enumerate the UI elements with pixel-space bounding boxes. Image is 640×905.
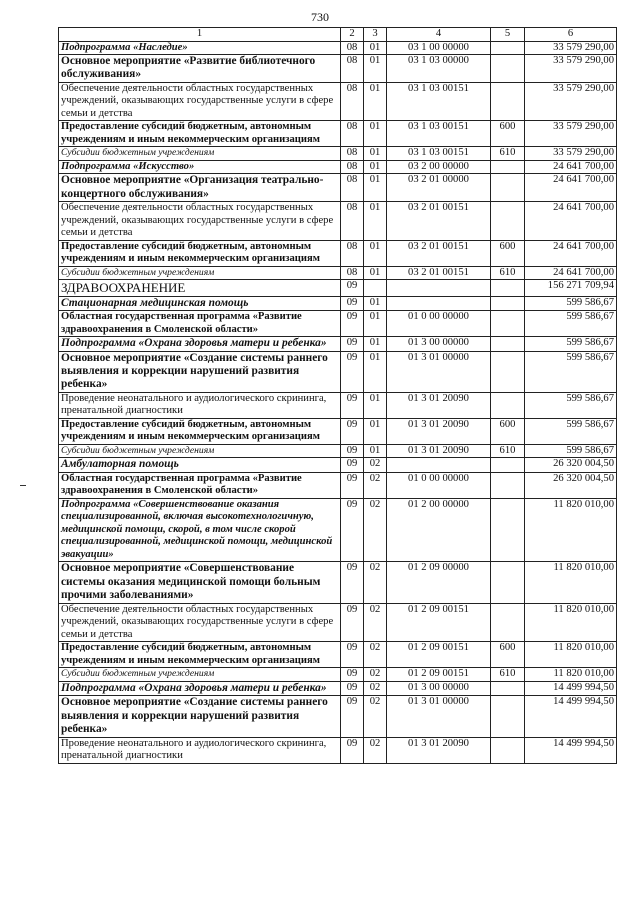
table-row xyxy=(59,498,617,562)
amount-cell: 33 579 290,00 xyxy=(525,121,617,147)
amount-cell: 33 579 290,00 xyxy=(525,41,617,55)
amount-cell: 11 820 010,00 xyxy=(525,603,617,642)
header-cell-4: 4 xyxy=(387,28,491,42)
table-row xyxy=(59,55,617,83)
amount-cell: 599 586,67 xyxy=(525,296,617,310)
subsection-code-cell: 02 xyxy=(364,668,387,682)
table-row xyxy=(59,160,617,174)
section-code-cell: 09 xyxy=(341,472,364,498)
amount-cell: 24 641 700,00 xyxy=(525,266,617,280)
expense-type-cell xyxy=(491,562,525,603)
row-name-cell: Подпрограмма «Совершенствование оказания специализированной, включая высокотехнологичную, медицинской помощи, скорой, в том числе скорой специализированной, медицинской помощи, медицинской эвакуации» xyxy=(59,498,341,562)
section-code-cell: 09 xyxy=(341,311,364,337)
amount-cell: 33 579 290,00 xyxy=(525,147,617,161)
row-name-cell: Обеспечение деятельности областных государственных учреждений, оказывающих государственные услуги в сфере семьи и детства xyxy=(59,82,341,121)
target-article-cell: 03 2 01 00151 xyxy=(387,202,491,241)
table-row xyxy=(59,696,617,737)
row-name-cell: Основное мероприятие «Создание системы раннего выявления и коррекции нарушений развития ребенка» xyxy=(59,696,341,737)
expense-type-cell: 600 xyxy=(491,121,525,147)
expense-type-cell xyxy=(491,337,525,351)
subsection-code-cell: 01 xyxy=(364,160,387,174)
row-name-cell: Областная государственная программа «Развитие здравоохранения в Смоленской области» xyxy=(59,311,341,337)
expense-type-cell xyxy=(491,458,525,472)
section-code-cell: 08 xyxy=(341,82,364,121)
subsection-code-cell: 02 xyxy=(364,642,387,668)
subsection-code-cell: 01 xyxy=(364,174,387,202)
subsection-code-cell: 02 xyxy=(364,737,387,763)
row-name-cell: ЗДРАВООХРАНЕНИЕ xyxy=(59,280,341,296)
row-name-cell: Подпрограмма «Искусство» xyxy=(59,160,341,174)
table-row xyxy=(59,418,617,444)
table-row xyxy=(59,458,617,472)
table-row xyxy=(59,737,617,763)
section-code-cell: 08 xyxy=(341,240,364,266)
margin-mark xyxy=(20,485,26,486)
section-code-cell: 08 xyxy=(341,121,364,147)
expense-type-cell xyxy=(491,202,525,241)
amount-cell: 24 641 700,00 xyxy=(525,174,617,202)
table-row xyxy=(59,392,617,418)
target-article-cell: 03 1 03 00151 xyxy=(387,147,491,161)
subsection-code-cell: 01 xyxy=(364,55,387,83)
table-row xyxy=(59,174,617,202)
target-article-cell: 01 2 09 00151 xyxy=(387,603,491,642)
subsection-code-cell: 01 xyxy=(364,240,387,266)
table-row xyxy=(59,311,617,337)
subsection-code-cell: 02 xyxy=(364,681,387,695)
expense-type-cell xyxy=(491,681,525,695)
target-article-cell: 01 3 00 00000 xyxy=(387,681,491,695)
subsection-code-cell: 01 xyxy=(364,147,387,161)
section-code-cell: 09 xyxy=(341,280,364,296)
subsection-code-cell: 02 xyxy=(364,562,387,603)
table-row xyxy=(59,668,617,682)
target-article-cell: 03 1 03 00000 xyxy=(387,55,491,83)
header-cell-3: 3 xyxy=(364,28,387,42)
expense-type-cell xyxy=(491,160,525,174)
row-name-cell: Проведение неонатального и аудиологического скрининга, пренатальной диагностики xyxy=(59,737,341,763)
row-name-cell: Субсидии бюджетным учреждениям xyxy=(59,444,341,458)
expense-type-cell: 600 xyxy=(491,418,525,444)
header-cell-1: 1 xyxy=(59,28,341,42)
row-name-cell: Обеспечение деятельности областных государственных учреждений, оказывающих государственные услуги в сфере семьи и детства xyxy=(59,603,341,642)
section-code-cell: 09 xyxy=(341,668,364,682)
row-name-cell: Проведение неонатального и аудиологического скрининга, пренатальной диагностики xyxy=(59,392,341,418)
row-name-cell: Предоставление субсидий бюджетным, автономным учреждениям и иным некоммерческим организациям xyxy=(59,240,341,266)
expense-type-cell xyxy=(491,472,525,498)
table-row xyxy=(59,296,617,310)
amount-cell: 33 579 290,00 xyxy=(525,82,617,121)
expense-type-cell xyxy=(491,498,525,562)
row-name-cell: Субсидии бюджетным учреждениям xyxy=(59,147,341,161)
table-row xyxy=(59,202,617,241)
header-cell-5: 5 xyxy=(491,28,525,42)
table-row xyxy=(59,472,617,498)
target-article-cell: 03 2 01 00151 xyxy=(387,266,491,280)
header-cell-6: 6 xyxy=(525,28,617,42)
row-name-cell: Подпрограмма «Охрана здоровья матери и ребенка» xyxy=(59,337,341,351)
section-code-cell: 08 xyxy=(341,202,364,241)
expense-type-cell xyxy=(491,41,525,55)
amount-cell: 11 820 010,00 xyxy=(525,562,617,603)
row-name-cell: Предоставление субсидий бюджетным, автономным учреждениям и иным некоммерческим организациям xyxy=(59,121,341,147)
table-row xyxy=(59,41,617,55)
expense-type-cell: 610 xyxy=(491,668,525,682)
row-name-cell: Субсидии бюджетным учреждениям xyxy=(59,266,341,280)
subsection-code-cell: 02 xyxy=(364,472,387,498)
target-article-cell: 01 2 09 00151 xyxy=(387,668,491,682)
expense-type-cell xyxy=(491,351,525,392)
amount-cell: 14 499 994,50 xyxy=(525,737,617,763)
amount-cell: 599 586,67 xyxy=(525,311,617,337)
target-article-cell: 01 3 01 20090 xyxy=(387,392,491,418)
section-code-cell: 09 xyxy=(341,737,364,763)
target-article-cell: 03 1 03 00151 xyxy=(387,121,491,147)
expense-type-cell xyxy=(491,296,525,310)
section-code-cell: 09 xyxy=(341,351,364,392)
section-code-cell: 09 xyxy=(341,392,364,418)
amount-cell: 14 499 994,50 xyxy=(525,681,617,695)
expense-type-cell xyxy=(491,280,525,296)
subsection-code-cell: 01 xyxy=(364,311,387,337)
table-row xyxy=(59,642,617,668)
subsection-code-cell: 01 xyxy=(364,41,387,55)
table-row xyxy=(59,444,617,458)
row-name-cell: Основное мероприятие «Организация театрально-концертного обслуживания» xyxy=(59,174,341,202)
amount-cell: 599 586,67 xyxy=(525,444,617,458)
section-code-cell: 09 xyxy=(341,562,364,603)
amount-cell: 33 579 290,00 xyxy=(525,55,617,83)
subsection-code-cell: 02 xyxy=(364,603,387,642)
table-row xyxy=(59,147,617,161)
target-article-cell: 01 2 09 00151 xyxy=(387,642,491,668)
table-row xyxy=(59,240,617,266)
subsection-code-cell: 01 xyxy=(364,202,387,241)
amount-cell: 599 586,67 xyxy=(525,351,617,392)
target-article-cell: 01 0 00 00000 xyxy=(387,472,491,498)
target-article-cell: 03 2 01 00000 xyxy=(387,174,491,202)
row-name-cell: Обеспечение деятельности областных государственных учреждений, оказывающих государственные услуги в сфере семьи и детства xyxy=(59,202,341,241)
amount-cell: 599 586,67 xyxy=(525,337,617,351)
section-code-cell: 08 xyxy=(341,160,364,174)
amount-cell: 599 586,67 xyxy=(525,418,617,444)
expense-type-cell xyxy=(491,603,525,642)
row-name-cell: Областная государственная программа «Развитие здравоохранения в Смоленской области» xyxy=(59,472,341,498)
table-row xyxy=(59,603,617,642)
amount-cell: 24 641 700,00 xyxy=(525,202,617,241)
row-name-cell: Субсидии бюджетным учреждениям xyxy=(59,668,341,682)
amount-cell: 26 320 004,50 xyxy=(525,458,617,472)
subsection-code-cell: 01 xyxy=(364,121,387,147)
expense-type-cell xyxy=(491,392,525,418)
row-name-cell: Предоставление субсидий бюджетным, автономным учреждениям и иным некоммерческим организациям xyxy=(59,642,341,668)
row-name-cell: Подпрограмма «Наследие» xyxy=(59,41,341,55)
row-name-cell: Основное мероприятие «Создание системы раннего выявления и коррекции нарушений развития ребенка» xyxy=(59,351,341,392)
section-code-cell: 08 xyxy=(341,174,364,202)
subsection-code-cell: 01 xyxy=(364,418,387,444)
row-name-cell: Основное мероприятие «Развитие библиотечного обслуживания» xyxy=(59,55,341,83)
section-code-cell: 08 xyxy=(341,41,364,55)
target-article-cell: 01 0 00 00000 xyxy=(387,311,491,337)
amount-cell: 24 641 700,00 xyxy=(525,240,617,266)
amount-cell: 156 271 709,94 xyxy=(525,280,617,296)
expense-type-cell xyxy=(491,737,525,763)
expense-type-cell xyxy=(491,174,525,202)
subsection-code-cell: 01 xyxy=(364,392,387,418)
section-code-cell: 08 xyxy=(341,147,364,161)
subsection-code-cell: 01 xyxy=(364,82,387,121)
table-row xyxy=(59,82,617,121)
section-code-cell: 09 xyxy=(341,458,364,472)
section-code-cell: 09 xyxy=(341,498,364,562)
table-row xyxy=(59,351,617,392)
table-row xyxy=(59,266,617,280)
target-article-cell: 01 3 01 00000 xyxy=(387,351,491,392)
amount-cell: 11 820 010,00 xyxy=(525,498,617,562)
table-row xyxy=(59,337,617,351)
amount-cell: 11 820 010,00 xyxy=(525,668,617,682)
expense-type-cell xyxy=(491,696,525,737)
header-cell-2: 2 xyxy=(341,28,364,42)
row-name-cell: Подпрограмма «Охрана здоровья матери и ребенка» xyxy=(59,681,341,695)
row-name-cell: Стационарная медицинская помощь xyxy=(59,296,341,310)
section-code-cell: 09 xyxy=(341,296,364,310)
target-article-cell xyxy=(387,458,491,472)
subsection-code-cell: 01 xyxy=(364,337,387,351)
table-row xyxy=(59,681,617,695)
amount-cell: 26 320 004,50 xyxy=(525,472,617,498)
subsection-code-cell xyxy=(364,280,387,296)
row-name-cell: Амбулаторная помощь xyxy=(59,458,341,472)
section-code-cell: 09 xyxy=(341,603,364,642)
expense-type-cell: 610 xyxy=(491,266,525,280)
target-article-cell: 03 1 03 00151 xyxy=(387,82,491,121)
target-article-cell: 01 3 01 20090 xyxy=(387,444,491,458)
target-article-cell: 01 3 01 20090 xyxy=(387,418,491,444)
section-code-cell: 08 xyxy=(341,55,364,83)
expense-type-cell xyxy=(491,311,525,337)
expense-type-cell: 610 xyxy=(491,147,525,161)
section-code-cell: 09 xyxy=(341,444,364,458)
target-article-cell: 03 2 00 00000 xyxy=(387,160,491,174)
expense-type-cell xyxy=(491,55,525,83)
subsection-code-cell: 01 xyxy=(364,266,387,280)
subsection-code-cell: 02 xyxy=(364,696,387,737)
target-article-cell xyxy=(387,296,491,310)
row-name-cell: Предоставление субсидий бюджетным, автономным учреждениям и иным некоммерческим организациям xyxy=(59,418,341,444)
expense-type-cell xyxy=(491,82,525,121)
expense-type-cell: 610 xyxy=(491,444,525,458)
section-code-cell: 09 xyxy=(341,681,364,695)
subsection-code-cell: 01 xyxy=(364,351,387,392)
section-code-cell: 09 xyxy=(341,642,364,668)
target-article-cell: 03 2 01 00151 xyxy=(387,240,491,266)
amount-cell: 599 586,67 xyxy=(525,392,617,418)
subsection-code-cell: 02 xyxy=(364,458,387,472)
section-code-cell: 09 xyxy=(341,337,364,351)
amount-cell: 14 499 994,50 xyxy=(525,696,617,737)
header-row xyxy=(59,28,617,42)
section-code-cell: 08 xyxy=(341,266,364,280)
target-article-cell: 01 2 00 00000 xyxy=(387,498,491,562)
target-article-cell: 01 3 00 00000 xyxy=(387,337,491,351)
page-number: 730 xyxy=(311,10,329,24)
amount-cell: 11 820 010,00 xyxy=(525,642,617,668)
section-code-cell: 09 xyxy=(341,418,364,444)
target-article-cell: 01 3 01 20090 xyxy=(387,737,491,763)
table-row xyxy=(59,562,617,603)
section-code-cell: 09 xyxy=(341,696,364,737)
table-row xyxy=(59,280,617,296)
subsection-code-cell: 01 xyxy=(364,444,387,458)
table-row xyxy=(59,121,617,147)
amount-cell: 24 641 700,00 xyxy=(525,160,617,174)
budget-table xyxy=(58,27,617,764)
expense-type-cell: 600 xyxy=(491,642,525,668)
row-name-cell: Основное мероприятие «Совершенствование системы оказания медицинской помощи больным прочими заболеваниями» xyxy=(59,562,341,603)
target-article-cell: 03 1 00 00000 xyxy=(387,41,491,55)
expense-type-cell: 600 xyxy=(491,240,525,266)
subsection-code-cell: 01 xyxy=(364,296,387,310)
target-article-cell xyxy=(387,280,491,296)
subsection-code-cell: 02 xyxy=(364,498,387,562)
target-article-cell: 01 2 09 00000 xyxy=(387,562,491,603)
target-article-cell: 01 3 01 00000 xyxy=(387,696,491,737)
